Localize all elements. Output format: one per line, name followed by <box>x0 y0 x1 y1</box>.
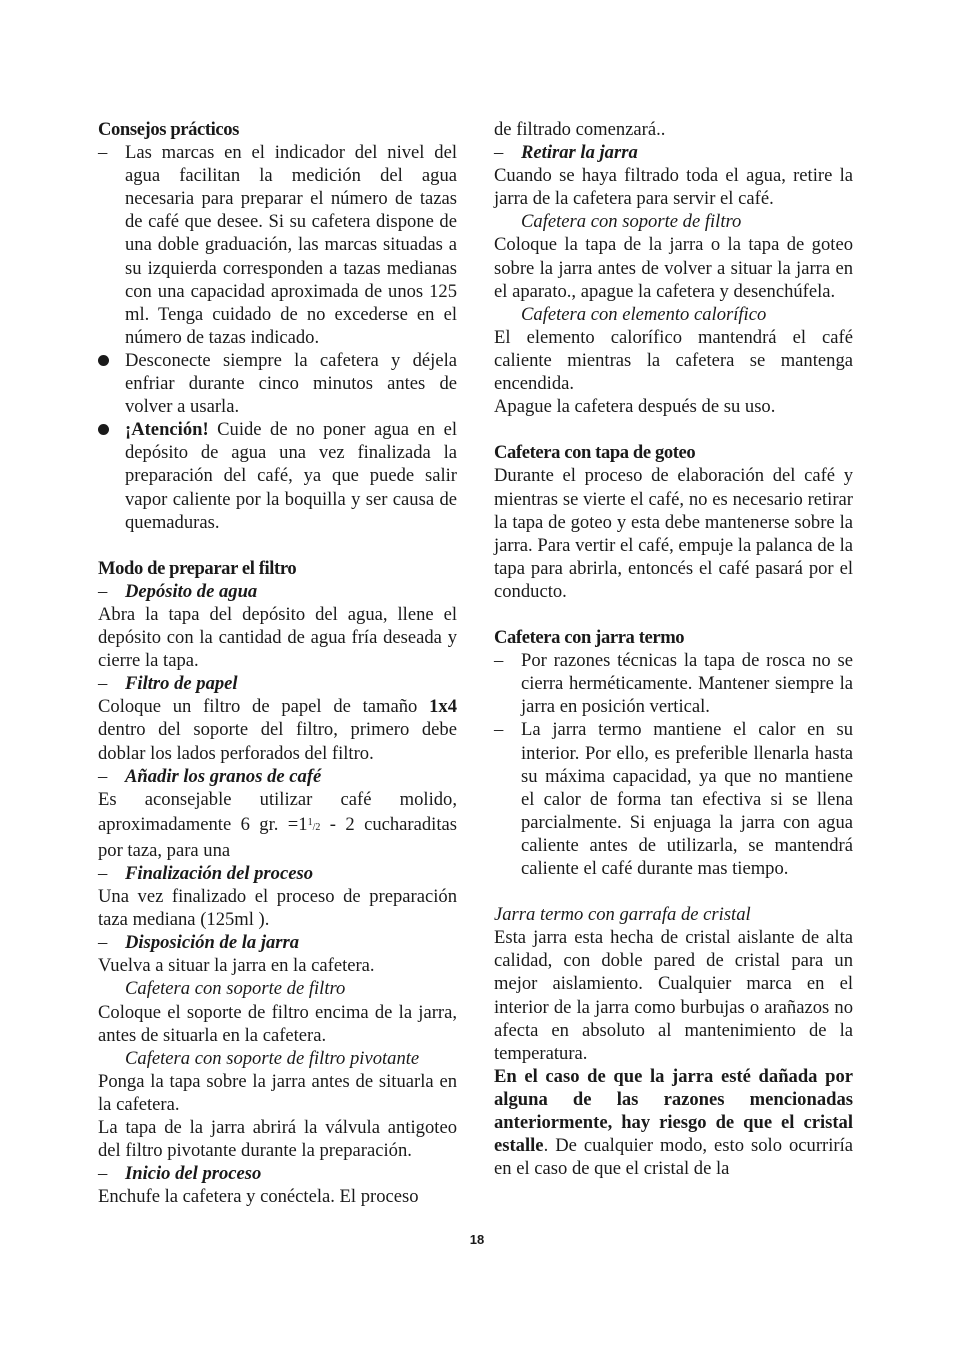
soporte-text: Coloque el soporte de filtro encima de la jarra, antes de situarla en la cafetera. <box>98 1001 457 1046</box>
bullet-icon <box>98 355 109 366</box>
garrafa-heading: Jarra termo con garrafa de cristal <box>494 904 751 926</box>
disposicion-subheading: – Disposición de la jarra <box>98 932 300 954</box>
page-number: 18 <box>469 1232 485 1247</box>
calorifico-text-1: El elemento calorífico mantendrá el café caliente mientras la cafetera se mantenga encendida. <box>494 326 853 395</box>
dash-marker: – <box>98 142 108 164</box>
consejos-heading: Consejos prácticos <box>98 119 240 140</box>
list-item: – La jarra termo mantiene el calor en su interior. Por ello, es preferible llenarla hasta su máxima capacidad, ya que no mantiene el calor de forma tan efectiva si se llena parcialmente. Si enjuaga la jarra con agua caliente antes de utilizarla, se mantendrá caliente el café durante mas tiempo. <box>494 719 853 879</box>
inicio-text: Enchufe la cafetera y conéctela. El proceso <box>98 1186 419 1208</box>
deposito-subheading: – Depósito de agua <box>98 580 258 602</box>
calorifico-text-2: Apague la cafetera después de su uso. <box>494 396 776 418</box>
goteo-heading: Cafetera con tapa de goteo <box>494 442 696 464</box>
bullet-icon <box>98 424 109 435</box>
inicio-subheading: – Inicio del proceso <box>98 1163 262 1185</box>
continued-text: de filtrado comenzará.. <box>494 119 666 140</box>
filtro-subheading: – Filtro de papel <box>98 673 238 695</box>
calorifico-subheading: Cafetera con elemento calorífico <box>521 303 767 325</box>
warning-text: En el caso de que la jarra esté dañada por alguna de las razones mencionadas anteriormente, hay riesgo de que el cristal estalle. De cualquier modo, esto solo ocurriría en el caso de que el cristal de la <box>494 1065 853 1180</box>
granos-text: Es aconsejable utilizar café molido, aproximadamente 6 gr. $=1^1/2 - 2$ cucharaditas por taza, para una <box>98 788 457 861</box>
list-item: – Las marcas en el indicador del nivel del agua facilitan la medición del agua necesaria para preparar el número de tazas de café que desee. Si su cafetera dispone de una doble graduación, las marcas situadas a su izquierda corresponden a tazas medianas con una capacidad aproximada de unos 125 ml. Tenga cuidado de no excederse en el número de tazas indicado. <box>98 142 457 348</box>
right-column <box>494 118 853 1180</box>
pivotante-text-1: Ponga la tapa sobre la jarra antes de situarla en la cafetera. <box>98 1070 457 1115</box>
atencion-label: ¡Atención! <box>125 419 209 441</box>
list-item: ¡Atención! Cuide de no poner agua en el depósito de agua una vez finalizada la preparación del café, ya que puede salir vapor caliente por la boquilla y ser causa de quemaduras. <box>98 418 457 533</box>
finalizacion-text: Una vez finalizado el proceso de preparación taza mediana (125ml ). <box>98 886 457 931</box>
pivotante-text-2: La tapa de la jarra abrirá la válvula antigoteo del filtro pivotante durante la preparación. <box>98 1117 457 1162</box>
left-column <box>98 118 457 1208</box>
granos-subheading: – Añadir los granos de café <box>98 765 322 787</box>
list-item: Desconecte siempre la cafetera y déjela enfriar durante cinco minutos antes de volver a usarla. <box>98 349 457 418</box>
disposicion-text: Vuelva a situar la jarra en la cafetera. <box>98 955 375 977</box>
termo-heading: Cafetera con jarra termo <box>494 627 685 649</box>
soporte-subheading: Cafetera con soporte de filtro <box>521 211 742 233</box>
dash-marker: – <box>494 650 504 672</box>
deposito-text: Abra la tapa del depósito del agua, llene el depósito con la cantidad de agua fría deseada y cierre la tapa. <box>98 603 457 672</box>
soporte-subheading: Cafetera con soporte de filtro <box>125 978 346 1000</box>
finalizacion-subheading: – Finalización del proceso <box>98 863 314 884</box>
garrafa-text: Esta jarra esta hecha de cristal aislante de alta calidad, con doble pared de cristal para un mejor aislamiento. Cualquier marca en el interior de la jarra como burbujas o arañazos no afecta en absoluto al mantenimiento de la temperatura. <box>494 927 853 1064</box>
pivotante-subheading: Cafetera con soporte de filtro pivotante <box>125 1047 420 1069</box>
goteo-text: Durante el proceso de elaboración del café y mientras se vierte el café, no es necesario retirar la tapa de goteo y esta debe mantenerse sobre la jarra. Para vertir el café, empuje la palanca de la tapa para abrirla, entoncés el café pasará por el conducto. <box>494 465 853 602</box>
retirar-text: Cuando se haya filtrado toda el agua, retire la jarra de la cafetera para servir el café. <box>494 165 853 210</box>
dash-marker: – <box>494 719 504 741</box>
filtro-text: Coloque un filtro de papel de tamaño 1x4 dentro del soporte del filtro, primero debe doblar los lados perforados del filtro. <box>98 696 457 764</box>
modo-heading: Modo de preparar el filtro <box>98 557 297 579</box>
soporte-text: Coloque la tapa de la jarra o la tapa de goteo sobre la jarra antes de volver a situar la jarra en el aparato., apague la cafetera y desenchúfela. <box>494 234 853 302</box>
list-item: – Por razones técnicas la tapa de rosca no se cierra herméticamente. Mantener siempre la jarra en posición vertical. <box>494 650 853 718</box>
retirar-subheading: – Retirar la jarra <box>494 142 638 164</box>
